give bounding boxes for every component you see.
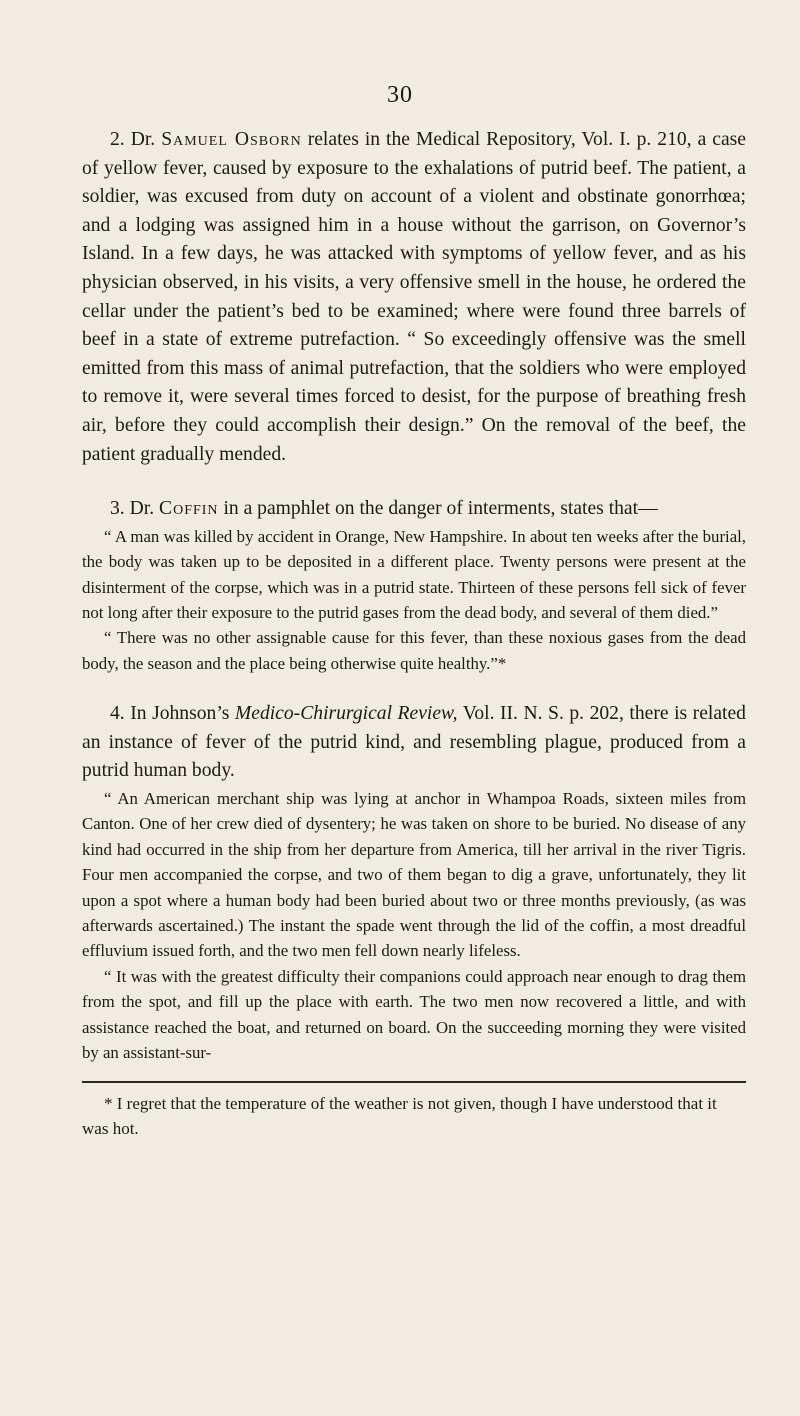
section-3-paragraph (82, 495, 746, 524)
section-3-author: Coffin (159, 498, 219, 520)
section-4-quote-1: “ An American merchant ship was lying at anchor in Whampoa Roads, sixteen miles from Canton. One of her crew died of dysentery; he was taken on shore to be buried. No disease of any kind had occurred in the ship from her departure from America, till her arrival in the river Tigris. Four men accompanied the corpse, and two of them began to dig a grave, unfortunately, they lit upon a spot where a human body had been buried about two or three months previously, (as was afterwards ascertained.) The instant the spade went through the lid of the coffin, a most dreadful effluvium issued forth, and the two men fell down nearly lifeless. (82, 788, 746, 961)
section-4-paragraph (82, 700, 746, 786)
section-2-text: relates in the Medical Repository, Vol. I. p. 210, a case of yellow fever, caused by exposure to the exhalations of putrid beef. The patient, a soldier, was excused from duty on account of a violent and obstinate gonorrhœa; and a lodging was assigned him in a house without the garrison, on Governor’s Island. In a few days, he was attacked with symptoms of yellow fever, and as his physician observed, in his visits, a very offensive smell in the house, he ordered the cellar under the patient’s bed to be examined; where were found three barrels of beef in a state of extreme putrefaction. “ So exceedingly offensive was the smell emitted from this mass of animal putrefaction, that the soldiers who were employed to remove it, were several times forced to desist, for the purpose of breathing fresh air, before they could accomplish their design.” On the removal of the beef, the patient gradually mended. (82, 129, 746, 465)
section-3-lead: Dr. (129, 498, 155, 520)
section-2 (82, 126, 746, 469)
section-3-text: in a pamphlet on the danger of interments, states that— (223, 498, 658, 520)
section-4-quote-2: “ It was with the greatest difficulty their companions could approach near enough to drag them from the spot, and fill up the place with earth. The two men now recovered a little, and with assistance reached the boat, and returned on board. On the succeeding morning they were visited by an assistant-sur- (82, 966, 746, 1062)
section-4-number: 4. (110, 703, 125, 725)
section-4-pre: In Johnson’s (130, 703, 230, 725)
footnote: * I regret that the temperature of the weather is not given, though I have understood that it was hot. (82, 1094, 717, 1139)
section-2-author: Samuel Osborn (161, 129, 302, 150)
section-2-paragraph (82, 126, 746, 469)
section-3 (82, 495, 746, 676)
section-3-quote-1: “ A man was killed by accident in Orange, New Hampshire. In about ten weeks after the burial, the body was taken up to be deposited in a different place. Twenty persons were present at the disinterment of the corpse, which was in a putrid state. Thirteen of these persons fell sick of fever not long after their exposure to the putrid gases from the dead body, and several of them died.” (82, 526, 746, 622)
section-4-journal-title: Medico-Chirurgical Review, (234, 703, 458, 725)
section-2-number: 2. (110, 129, 125, 150)
section-2-lead: Dr. (130, 129, 156, 150)
page-number: 30 (387, 82, 413, 108)
section-3-number: 3. (110, 498, 125, 520)
section-4 (82, 700, 746, 1065)
section-3-quote-2: “ There was no other assignable cause for this fever, than these noxious gases from the dead body, the season and the place being otherwise quite healthy.”* (82, 628, 746, 673)
footnote-divider (82, 1081, 746, 1083)
section-4-text: Vol. II. N. S. p. 202, there is related an instance of fever of the putrid kind, and resembling plague, produced from a putrid human body. (82, 703, 746, 782)
